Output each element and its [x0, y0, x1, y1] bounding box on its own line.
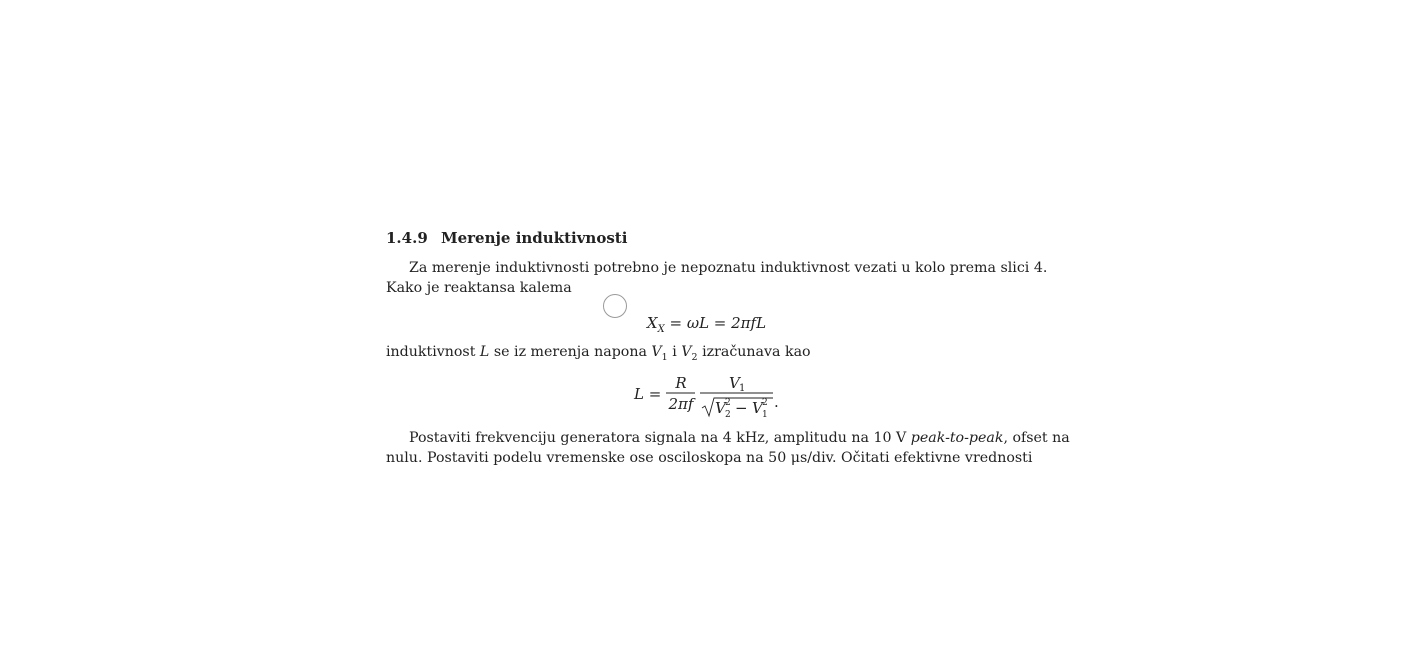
var-V2: V: [681, 344, 692, 360]
eq-lhs: L =: [634, 385, 662, 403]
paragraph-inductance-suffix: izračunava kao: [697, 344, 811, 360]
paragraph-procedure-line1-b: , ofset na: [1003, 430, 1070, 446]
equation-reactance: [386, 314, 1027, 335]
section-title: Merenje induktivnosti: [441, 229, 628, 247]
paragraph-inductance-prefix: induktivnost: [386, 344, 480, 360]
eq-sqrt-a-sup: 2: [725, 398, 731, 408]
paragraph-procedure: [386, 428, 1070, 466]
section-heading: [386, 229, 627, 247]
equation-reactance-lhs: X: [646, 314, 658, 332]
paragraph-procedure-line1-em: peak-to-peak: [910, 430, 1004, 446]
paragraph-intro-line2: Kako je reaktansa kalema: [386, 280, 572, 296]
var-V1-sub: 1: [661, 351, 668, 363]
eq-sqrt-b: V: [752, 399, 763, 417]
var-V1: V: [651, 344, 662, 360]
eq-sqrt-minus: −: [735, 399, 748, 417]
eq-frac2-num-sub: 1: [739, 383, 746, 394]
paragraph-intro-line1: Za merenje induktivnosti potrebno je nepoznatu induktivnost vezati u kolo prema slici 4.: [409, 260, 1048, 276]
paragraph-intro: [386, 258, 1048, 298]
paragraph-procedure-line1: [386, 428, 1070, 448]
equation-reactance-rhs: = ωL = 2πfL: [664, 314, 767, 332]
equation-reactance-lhs-sub: X: [657, 324, 665, 335]
eq-frac1-den: 2πf: [668, 395, 694, 413]
pointer-cursor-circle: [603, 294, 627, 318]
document-page: [386, 0, 1070, 672]
eq-sqrt-b-sup: 2: [762, 398, 768, 408]
equation-inductance: [634, 374, 794, 424]
var-V2-sub: 2: [691, 351, 698, 363]
paragraph-procedure-line2: nulu. Postaviti podelu vremenske ose osciloskopa na 50 μs/div. Očitati efektivne vrednosti: [386, 450, 1033, 466]
var-L: L: [479, 344, 490, 360]
paragraph-inductance-middle2: i: [667, 344, 682, 360]
eq-sqrt-a-sub: 2: [725, 410, 731, 420]
eq-sqrt-a: V: [715, 399, 726, 417]
eq-frac2-num: V: [729, 374, 740, 392]
equation-inductance-svg: [634, 374, 794, 420]
paragraph-inductance: [386, 344, 811, 363]
section-number: 1.4.9: [386, 229, 428, 247]
paragraph-procedure-line1-a: Postaviti frekvenciju generatora signala na 4 kHz, amplitudu na 10 V: [409, 430, 911, 446]
paragraph-inductance-middle1: se iz merenja napona: [489, 344, 652, 360]
eq-frac1-num: R: [675, 374, 687, 392]
eq-end: .: [774, 393, 779, 411]
eq-sqrt-b-sub: 1: [762, 410, 768, 420]
